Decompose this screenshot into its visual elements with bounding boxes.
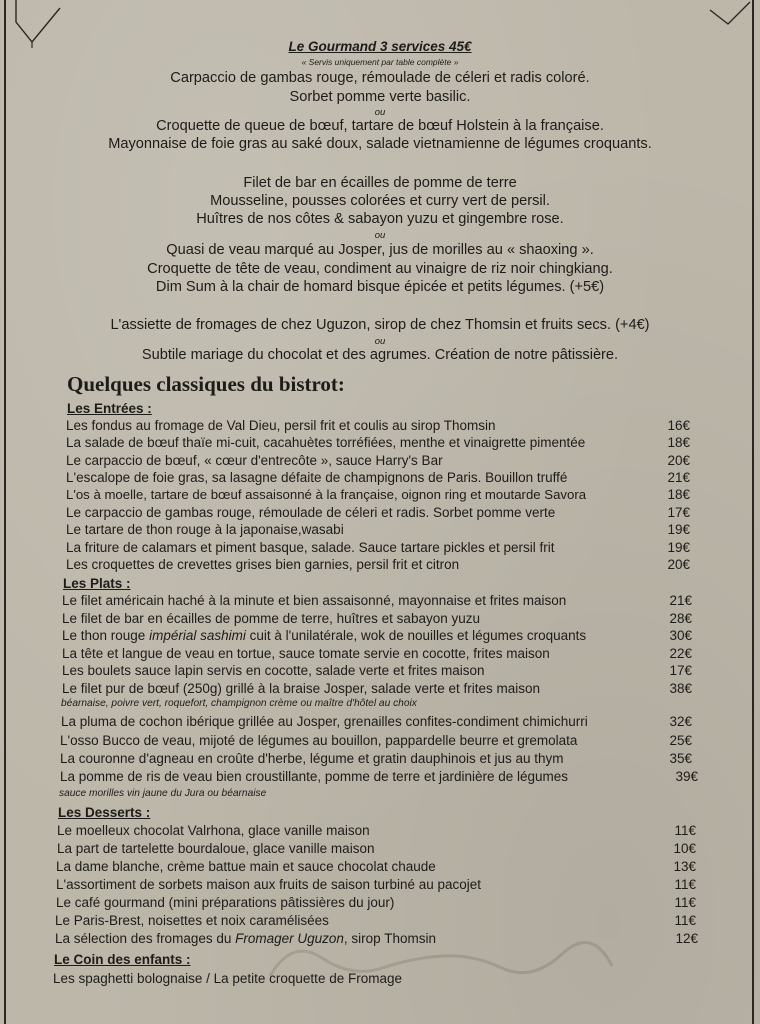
menu-item-name: L'osso Bucco de veau, mijoté de légumes au bouillon, pappardelle beurre et gremolata [60,733,578,748]
menu-item-name-italic: Fromager Uguzon [235,931,344,946]
section-heading-desserts: Les Desserts : [58,805,151,820]
menu-item-price: 21€ [669,593,692,608]
menu-item-name: Le Paris-Brest, noisettes et noix caramélisées [55,913,329,928]
menu-item-name-italic: impérial sashimi [149,628,246,643]
menu-item-price: 39€ [675,769,698,784]
menu-item-name: Le tartare de thon rouge à la japonaise,wasabi [66,522,344,537]
menu-item-name-part: cuit à l'unilatérale, wok de nouilles et légumes croquants [245,628,587,643]
menu-item-price: 38€ [669,681,692,696]
formula-line: Quasi de veau marqué au Josper, jus de morilles au « shaoxing ». [166,242,594,258]
menu-item-price: 32€ [669,714,692,729]
menu-item-price: 10€ [673,841,696,856]
formula-line: Carpaccio de gambas rouge, rémoulade de céleri et radis coloré. [170,70,590,86]
menu-item-price: 18€ [667,487,690,502]
menu-item-price: 30€ [669,628,692,643]
menu-item-name-part: Le thon rouge [62,628,150,643]
menu-item-price: 35€ [669,751,692,766]
classics-title: Quelques classiques du bistrot: [67,372,345,396]
menu-item-name: L'assortiment de sorbets maison aux fruits de saison turbiné au pacojet [56,877,482,892]
formula-line: Subtile mariage du chocolat et des agrumes. Création de notre pâtissière. [141,347,619,363]
menu-item-name: Les croquettes de crevettes grises bien garnies, persil frit et citron [66,557,460,572]
formula-line: Filet de bar en écailles de pomme de terre [243,175,517,191]
formula-line: Mayonnaise de foie gras au saké doux, salade vietnamienne de légumes croquants. [108,136,652,152]
menu-item-price: 11€ [674,823,696,838]
menu-item-note: sauce morilles vin jaune du Jura ou béarnaise [59,788,267,799]
menu-item-price: 20€ [667,557,690,572]
menu-item-price: 13€ [673,859,696,874]
formula-note: « Servis uniquement par table complète » [301,57,459,67]
kids-menu-line: Les spaghetti bolognaise / La petite croquette de Fromage [53,971,402,986]
menu-item-name: La dame blanche, crème battue main et sauce chocolat chaude [56,859,436,874]
menu-item-name: Le carpaccio de bœuf, « cœur d'entrecôte », sauce Harry's Bar [66,453,443,468]
formula-line: Croquette de queue de bœuf, tartare de bœuf Holstein à la française. [156,118,604,134]
menu-item-note: béarnaise, poivre vert, roquefort, champignon crème ou maître d'hôtel au choix [61,698,417,709]
section-heading-plats: Les Plats : [63,576,131,591]
menu-item-name: Les fondus au fromage de Val Dieu, persil frit et coulis au sirop Thomsin [66,418,496,433]
formula-title: Le Gourmand 3 services 45€ [288,39,472,54]
menu-item-name-part: , sirop Thomsin [343,931,436,946]
menu-item-name: La pluma de cochon ibérique grillée au Josper, grenailles confites-condiment chimichurri [61,714,588,729]
menu-item-name: La friture de calamars et piment basque, salade. Sauce tartare pickles et persil frit [66,540,555,555]
menu-item-name: Le filet américain haché à la minute et bien assaisonné, mayonnaise et frites maison [62,593,567,608]
menu-item-price: 17€ [669,663,692,678]
formula-line: Huîtres de nos côtes & sabayon yuzu et gingembre rose. [196,211,564,227]
menu-item-name: La salade de bœuf thaïe mi-cuit, cacahuètes torréfiées, menthe et vinaigrette pimentée [66,435,586,450]
menu-item-name: L'os à moelle, tartare de bœuf assaisonné à la française, oignon ring et moutarde Savora [66,487,587,502]
menu-item-price: 19€ [667,522,690,537]
section-heading-enfants: Le Coin des enfants : [54,952,191,967]
formula-line: L'assiette de fromages de chez Uguzon, sirop de chez Thomsin et fruits secs. (+4€) [110,317,650,333]
formula-line: Mousseline, pousses colorées et curry vert de persil. [210,193,550,209]
menu-item-name: Le filet pur de bœuf (250g) grillé à la braise Josper, salade verte et frites maison [62,681,540,696]
menu-item-name: La pomme de ris de veau bien croustillante, pomme de terre et jardinière de légumes [60,769,569,784]
menu-item-price: 11€ [674,877,696,892]
formula-line: Sorbet pomme verte basilic. [289,89,471,105]
menu-item-price: 18€ [667,435,690,450]
menu-item-name [62,628,586,643]
menu-item-price: 19€ [667,540,690,555]
corner-ornament-right [700,0,760,30]
logo-watermark [262,928,622,988]
formula-or: ou [374,230,386,241]
menu-item-name: La tête et langue de veau en tortue, sauce tomate servie en cocotte, frites maison [62,646,550,661]
menu-item-price: 16€ [667,418,690,433]
formula-or: ou [374,336,386,347]
menu-item-price: 11€ [674,895,696,910]
menu-item-name: Le carpaccio de gambas rouge, rémoulade de céleri et radis. Sorbet pomme verte [66,505,556,520]
section-heading-entrees: Les Entrées : [67,401,152,416]
right-border-line [752,0,754,1024]
menu-item-name: Le café gourmand (mini préparations pâtissières du jour) [56,895,395,910]
menu-item-price: 20€ [667,453,690,468]
menu-item-price: 25€ [669,733,692,748]
menu-item-price: 11€ [674,913,696,928]
menu-item-name-part: La sélection des fromages du [55,931,236,946]
menu-item-price: 17€ [667,505,690,520]
formula-line: Dim Sum à la chair de homard bisque épicée et petits légumes. (+5€) [155,279,605,295]
menu-item-name: Les boulets sauce lapin servis en cocotte, salade verte et frites maison [62,663,485,678]
menu-item-name: L'escalope de foie gras, sa lasagne défaite de champignons de Paris. Bouillon truffé [66,470,568,485]
formula-or: ou [374,107,386,118]
left-border-line [4,0,6,1024]
menu-item-price: 21€ [667,470,690,485]
menu-item-name: La part de tartelette bourdaloue, glace vanille maison [57,841,375,856]
menu-item-name: Le moelleux chocolat Valrhona, glace vanille maison [57,823,370,838]
menu-item-name: La couronne d'agneau en croûte d'herbe, légume et gratin dauphinois et jus au thym [60,751,564,766]
formula-line: Croquette de tête de veau, condiment au vinaigre de riz noir chingkiang. [147,261,613,277]
menu-item-price: 12€ [675,931,698,946]
menu-item-name: Le filet de bar en écailles de pomme de terre, huîtres et sabayon yuzu [62,611,480,626]
menu-item-price: 28€ [669,611,692,626]
menu-item-price: 22€ [669,646,692,661]
